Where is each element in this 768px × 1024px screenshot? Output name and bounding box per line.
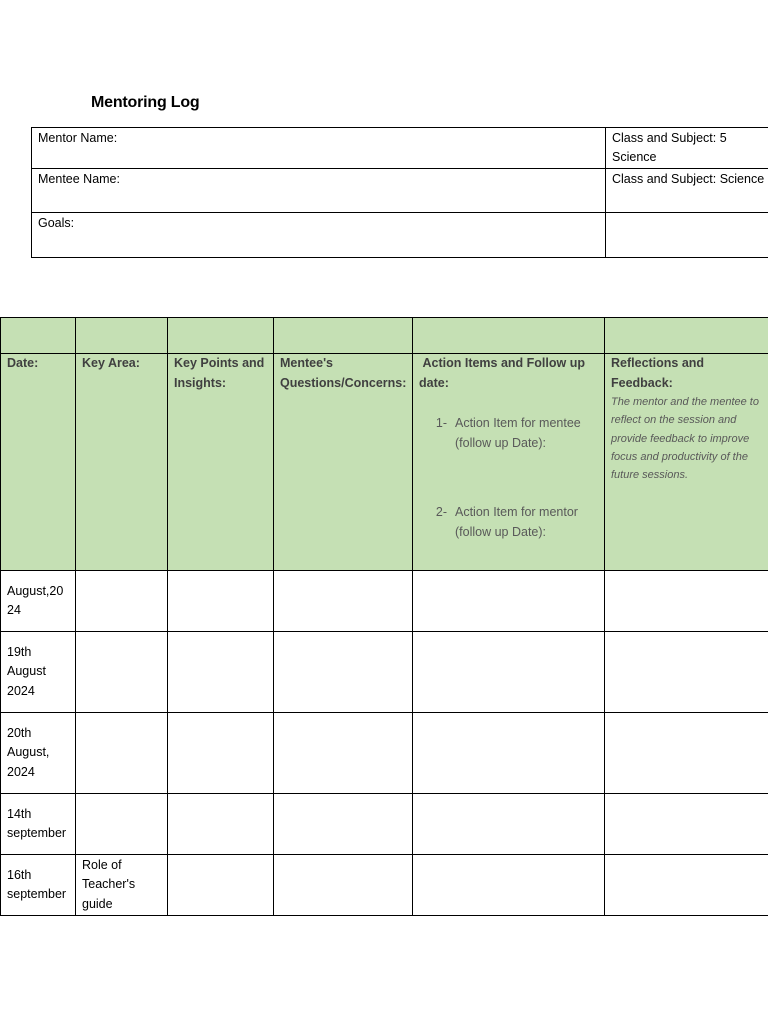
action-item-2-text: Action Item for mentor (follow up Date): bbox=[455, 505, 578, 539]
goals-right-cell[interactable] bbox=[606, 213, 768, 258]
entry-actions-cell[interactable] bbox=[413, 571, 605, 632]
entry-date: August,2024 bbox=[7, 583, 64, 617]
entry-date: 20th August, 2024 bbox=[7, 725, 50, 779]
entry-key-area-cell[interactable] bbox=[76, 632, 168, 713]
goals-cell[interactable] bbox=[32, 213, 606, 258]
entry-key-area-cell[interactable] bbox=[76, 571, 168, 632]
entry-questions-cell[interactable] bbox=[274, 632, 413, 713]
header-date bbox=[1, 354, 76, 571]
band-cell bbox=[1, 318, 76, 354]
mentee-name-cell[interactable] bbox=[32, 169, 606, 213]
header-date-label: Date: bbox=[7, 356, 39, 370]
entry-date: 19th August 2024 bbox=[7, 644, 46, 698]
reflections-instruction-note: The mentor and the mentee to reflect on the session and provide feedback to improve focus and productivity of the future sessions. bbox=[611, 396, 759, 482]
header-questions bbox=[274, 354, 413, 571]
band-cell bbox=[76, 318, 168, 354]
mentor-info-table bbox=[31, 127, 768, 258]
mentor-class-cell[interactable] bbox=[606, 128, 768, 169]
entry-date-cell[interactable] bbox=[1, 571, 76, 632]
mentee-class-subject: Class and Subject: Science bbox=[612, 172, 765, 186]
entry-date-cell[interactable] bbox=[1, 794, 76, 855]
entry-key-area: Role of Teacher's guide bbox=[82, 857, 136, 911]
mentor-name-label: Mentor Name: bbox=[38, 131, 118, 145]
entry-date-cell[interactable] bbox=[1, 713, 76, 794]
action-item-mentee bbox=[419, 414, 598, 453]
log-entry-row bbox=[1, 632, 768, 713]
entry-questions-cell[interactable] bbox=[274, 571, 413, 632]
log-entry-row bbox=[1, 794, 768, 855]
header-questions-label: Mentee's Questions/Concerns: bbox=[280, 356, 407, 390]
goals-row bbox=[32, 213, 768, 258]
entry-date: 14th september bbox=[7, 806, 67, 840]
band-cell bbox=[413, 318, 605, 354]
band-cell bbox=[274, 318, 413, 354]
entry-key-points-cell[interactable] bbox=[168, 713, 274, 794]
mentee-class-cell[interactable] bbox=[606, 169, 768, 213]
log-entry-row bbox=[1, 571, 768, 632]
entry-key-points-cell[interactable] bbox=[168, 632, 274, 713]
entry-key-area-cell[interactable] bbox=[76, 713, 168, 794]
mentee-row bbox=[32, 169, 768, 213]
entry-key-points-cell[interactable] bbox=[168, 571, 274, 632]
action-item-2-number: 2- bbox=[435, 505, 447, 519]
log-top-band-row bbox=[1, 318, 768, 354]
header-reflections-label: Reflections and Feedback: bbox=[611, 356, 705, 390]
header-key-area bbox=[76, 354, 168, 571]
mentor-class-subject: Class and Subject: 5 Science bbox=[612, 131, 727, 164]
entry-reflections-cell[interactable] bbox=[605, 794, 768, 855]
band-cell bbox=[168, 318, 274, 354]
mentee-name-label: Mentee Name: bbox=[38, 172, 120, 186]
header-key-points bbox=[168, 354, 274, 571]
entry-questions-cell[interactable] bbox=[274, 794, 413, 855]
page-title: Mentoring Log bbox=[91, 94, 200, 111]
entry-key-area-cell[interactable] bbox=[76, 855, 168, 916]
log-entry-row bbox=[1, 855, 768, 916]
entry-date-cell[interactable] bbox=[1, 855, 76, 916]
header-reflections bbox=[605, 354, 768, 571]
entry-questions-cell[interactable] bbox=[274, 855, 413, 916]
entry-reflections-cell[interactable] bbox=[605, 571, 768, 632]
action-item-mentor bbox=[419, 503, 598, 542]
action-item-1-text: Action Item for mentee (follow up Date): bbox=[455, 416, 581, 450]
entry-key-area-cell[interactable] bbox=[76, 794, 168, 855]
entry-questions-cell[interactable] bbox=[274, 713, 413, 794]
goals-label: Goals: bbox=[38, 216, 75, 230]
entry-actions-cell[interactable] bbox=[413, 713, 605, 794]
entry-actions-cell[interactable] bbox=[413, 855, 605, 916]
header-key-area-label: Key Area: bbox=[82, 356, 140, 370]
entry-reflections-cell[interactable] bbox=[605, 855, 768, 916]
entry-actions-cell[interactable] bbox=[413, 794, 605, 855]
entry-reflections-cell[interactable] bbox=[605, 632, 768, 713]
entry-key-points-cell[interactable] bbox=[168, 855, 274, 916]
mentoring-log-table bbox=[0, 317, 768, 916]
entry-key-points-cell[interactable] bbox=[168, 794, 274, 855]
header-action-items-label: Action Items and Follow up date: bbox=[419, 356, 589, 390]
log-header-row bbox=[1, 354, 768, 571]
entry-reflections-cell[interactable] bbox=[605, 713, 768, 794]
entry-date-cell[interactable] bbox=[1, 632, 76, 713]
entry-actions-cell[interactable] bbox=[413, 632, 605, 713]
band-cell bbox=[605, 318, 768, 354]
entry-date: 16th september bbox=[7, 867, 67, 901]
header-key-points-label: Key Points and Insights: bbox=[174, 356, 265, 390]
mentor-row bbox=[32, 128, 768, 169]
header-action-items bbox=[413, 354, 605, 571]
mentor-name-cell[interactable] bbox=[32, 128, 606, 169]
log-entry-row bbox=[1, 713, 768, 794]
action-item-1-number: 1- bbox=[435, 416, 447, 430]
